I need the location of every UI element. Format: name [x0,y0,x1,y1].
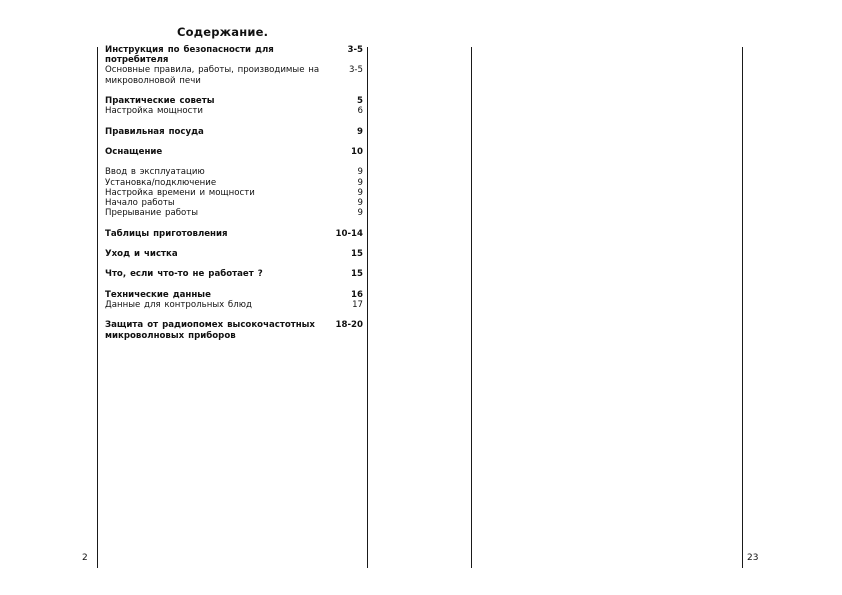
toc-entry-page: 10-14 [335,228,363,239]
toc-entry [105,96,363,106]
toc-entry-page: 18-20 [335,320,363,331]
toc-entry-title: Основные правила, работы, производимые на микроволновой печи [105,65,320,86]
toc-entry-title: Настройка мощности [105,106,203,117]
toc-section [105,269,363,279]
toc-entry-title: Практические советы [105,96,215,106]
toc-entry-page: 3-5 [347,45,363,55]
center-left-line [367,47,368,568]
toc-entry [105,198,363,208]
toc-section [105,45,363,86]
toc-section [105,249,363,259]
toc-entry-page: 9 [357,187,363,198]
toc-entry-title: Данные для контрольных блюд [105,299,252,310]
toc-entry-title: Защита от радиопомех высокочастотных микроволновых приборов [105,320,315,341]
toc-section [105,229,363,239]
toc-entry-title: Установка/подключение [105,177,217,188]
toc-entry [105,188,363,198]
toc-entry-page: 9 [357,167,363,178]
toc-entry-page: 17 [352,299,363,310]
toc-entry-title: Таблицы приготовления [105,228,228,239]
left-margin-line [97,47,98,568]
toc-entry [105,249,363,259]
right-margin-line [742,47,743,568]
toc-entry [105,178,363,188]
toc-entry-title: Начало работы [105,197,175,208]
toc-entry-title: Настройка времени и мощности [105,187,255,198]
toc-entry-page: 9 [357,126,363,137]
toc-entry [105,269,363,279]
toc-section [105,290,363,310]
page-title: Содержание. [177,25,269,39]
toc-entry-page: 5 [357,96,363,106]
toc-entry-title: Инструкция по безопасности для потребителя [105,45,274,66]
table-of-contents [105,45,363,351]
toc-entry [105,45,363,65]
toc-entry-title: Прерывание работы [105,208,199,219]
toc-entry [105,320,363,340]
toc-entry-page: 10 [351,146,363,157]
toc-section [105,147,363,157]
toc-entry-title: Уход и чистка [105,248,178,259]
toc-entry-page: 16 [351,289,363,300]
toc-entry-page: 3-5 [348,65,363,76]
toc-entry [105,65,363,85]
toc-entry-title: Что, если что-то не работает ? [105,269,263,280]
toc-entry-page: 6 [357,106,363,117]
toc-entry-page: 9 [357,197,363,208]
toc-entry-title: Правильная посуда [105,126,204,137]
toc-entry [105,229,363,239]
toc-entry-page: 15 [351,248,363,259]
toc-section [105,167,363,218]
toc-entry-title: Технические данные [105,289,211,300]
toc-entry-page: 15 [351,269,363,280]
page-number-left: 2 [82,553,88,563]
toc-entry-title: Оснащение [105,146,163,157]
toc-section [105,320,363,340]
toc-section [105,127,363,137]
toc-section [105,96,363,116]
page-number-right: 23 [747,553,759,563]
center-right-line [471,47,472,568]
toc-entry [105,290,363,300]
toc-entry-page: 9 [357,208,363,219]
toc-entry [105,167,363,177]
toc-entry [105,106,363,116]
toc-entry [105,147,363,157]
toc-entry [105,127,363,137]
toc-entry [105,300,363,310]
toc-entry-title: Ввод в эксплуатацию [105,167,205,178]
toc-entry [105,208,363,218]
toc-entry-page: 9 [357,177,363,188]
